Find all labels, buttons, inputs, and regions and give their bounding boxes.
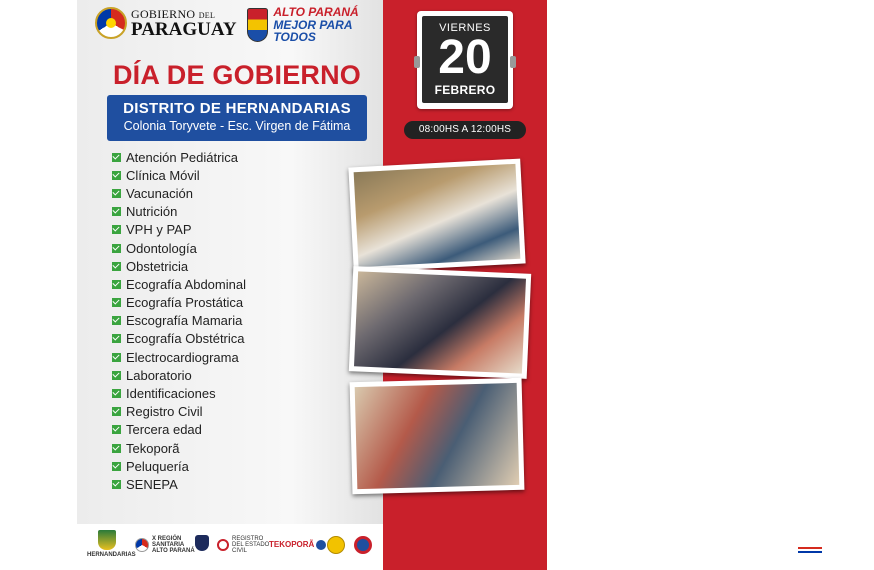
checkmark-icon bbox=[112, 480, 121, 489]
yellow-seal-icon bbox=[327, 536, 345, 554]
event-photo-3 bbox=[350, 378, 525, 494]
signature-role: GOBERNADOR bbox=[701, 545, 794, 554]
service-item bbox=[112, 294, 246, 312]
checkmark-icon bbox=[112, 389, 121, 398]
calendar-ring-right-icon bbox=[510, 56, 516, 68]
hernandarias-shield-icon bbox=[98, 530, 116, 550]
gov-line1-small: DEL bbox=[198, 10, 216, 20]
checkmark-icon bbox=[112, 407, 121, 416]
calendar-month: FEBRERO bbox=[434, 83, 496, 97]
checkmark-icon bbox=[112, 153, 121, 162]
service-label: Tercera edad bbox=[126, 422, 202, 438]
service-label: Ecografía Obstétrica bbox=[126, 331, 245, 347]
service-item bbox=[112, 439, 246, 457]
checkmark-icon bbox=[112, 334, 121, 343]
signature-first-name: LANDY bbox=[701, 519, 780, 544]
service-item bbox=[112, 203, 246, 221]
service-label: Tekoporã bbox=[126, 440, 180, 456]
service-label: Registro Civil bbox=[126, 404, 203, 420]
gobierno-paraguay-logo bbox=[95, 7, 237, 39]
calendar-ring-left-icon bbox=[414, 56, 420, 68]
service-label: Laboratorio bbox=[126, 367, 192, 383]
paraguay-flag-icon bbox=[798, 547, 822, 553]
checkmark-icon bbox=[112, 316, 121, 325]
district-banner bbox=[107, 95, 367, 141]
footer-logos bbox=[77, 524, 383, 570]
service-label: Nutrición bbox=[126, 204, 178, 220]
service-item bbox=[112, 384, 246, 402]
poster bbox=[77, 0, 874, 570]
service-label: Obstetricia bbox=[126, 258, 189, 274]
calendar-day-number: 20 bbox=[438, 31, 492, 84]
hernandarias-logo bbox=[87, 530, 136, 558]
event-photo-2 bbox=[349, 266, 531, 379]
service-label: VPH y PAP bbox=[126, 222, 192, 238]
signature-last-name: TORRES bbox=[779, 519, 874, 544]
district-name: DISTRITO DE HERNANDARIAS bbox=[123, 100, 351, 117]
event-title: DÍA DE GOBIERNO bbox=[112, 60, 362, 90]
service-label: Odontología bbox=[126, 240, 197, 256]
region-sanitaria-logo bbox=[135, 536, 200, 554]
services-list bbox=[112, 148, 246, 494]
governor-signature bbox=[701, 519, 874, 554]
alto-parana-logo bbox=[247, 6, 383, 44]
alto-parana-shield-icon bbox=[247, 8, 268, 42]
service-label: Electrocardiograma bbox=[126, 349, 239, 365]
checkmark-icon bbox=[112, 189, 121, 198]
checkmark-icon bbox=[112, 444, 121, 453]
checkmark-icon bbox=[112, 207, 121, 216]
crowd-photo bbox=[355, 383, 520, 489]
tekopora-icon bbox=[316, 540, 326, 550]
registro-label: REGISTRO DEL ESTADO CIVIL bbox=[232, 536, 270, 554]
police-badge-icon bbox=[195, 535, 209, 551]
service-item bbox=[112, 312, 246, 330]
service-label: Vacunación bbox=[126, 185, 193, 201]
service-item bbox=[112, 166, 246, 184]
medical-attention-photo bbox=[354, 164, 521, 267]
service-label: Escografía Mamaria bbox=[126, 313, 243, 329]
alto-line2: MEJOR PARA TODOS bbox=[273, 17, 353, 45]
police-badge-logo bbox=[195, 535, 209, 551]
checkmark-icon bbox=[112, 353, 121, 362]
tekopora-logo bbox=[269, 540, 326, 550]
service-item bbox=[112, 366, 246, 384]
blue-red-seal-logo bbox=[354, 536, 372, 556]
service-item bbox=[112, 148, 246, 166]
service-item bbox=[112, 221, 246, 239]
service-label: SENEPA bbox=[126, 476, 178, 492]
gov-line1: GOBIERNO bbox=[131, 6, 196, 21]
selfie-group-photo bbox=[354, 271, 526, 373]
hernandarias-label: HERNANDARIAS bbox=[87, 552, 136, 558]
checkmark-icon bbox=[112, 280, 121, 289]
registro-seal-icon bbox=[217, 539, 229, 551]
checkmark-icon bbox=[112, 298, 121, 307]
left-panel bbox=[77, 0, 383, 524]
region-label: X REGIÓN SANITARIA ALTO PARANÁ bbox=[152, 536, 195, 554]
service-label: Clínica Móvil bbox=[126, 167, 200, 183]
service-item bbox=[112, 403, 246, 421]
checkmark-icon bbox=[112, 371, 121, 380]
checkmark-icon bbox=[112, 462, 121, 471]
paraguay-emblem-icon bbox=[95, 7, 127, 39]
service-item bbox=[112, 348, 246, 366]
service-label: Identificaciones bbox=[126, 386, 216, 402]
calendar-day-name: VIERNES bbox=[439, 22, 491, 34]
checkmark-icon bbox=[112, 244, 121, 253]
tekopora-label: TEKOPORÃ bbox=[269, 540, 315, 549]
date-calendar bbox=[417, 11, 513, 109]
checkmark-icon bbox=[112, 262, 121, 271]
service-item bbox=[112, 275, 246, 293]
checkmark-icon bbox=[112, 171, 121, 180]
region-seal-icon bbox=[135, 538, 149, 552]
service-label: Peluquería bbox=[126, 458, 189, 474]
service-label: Ecografía Prostática bbox=[126, 295, 244, 311]
alto-line1: ALTO PARANÁ bbox=[273, 5, 359, 19]
blue-red-seal-icon bbox=[354, 536, 372, 554]
checkmark-icon bbox=[112, 225, 121, 234]
service-item bbox=[112, 330, 246, 348]
service-item bbox=[112, 184, 246, 202]
service-item bbox=[112, 239, 246, 257]
service-label: Atención Pediátrica bbox=[126, 149, 239, 165]
yellow-seal-logo bbox=[327, 536, 345, 556]
registro-civil-logo bbox=[217, 536, 276, 554]
service-item bbox=[112, 475, 246, 493]
service-item bbox=[112, 257, 246, 275]
event-photo-1 bbox=[348, 159, 525, 273]
service-item bbox=[112, 457, 246, 475]
district-location: Colonia Toryvete - Esc. Virgen de Fátima bbox=[123, 119, 351, 133]
service-label: Ecografía Abdominal bbox=[126, 276, 246, 292]
service-item bbox=[112, 421, 246, 439]
checkmark-icon bbox=[112, 425, 121, 434]
gov-line2: PARAGUAY bbox=[131, 18, 237, 40]
event-time: 08:00HS A 12:00HS bbox=[404, 121, 526, 139]
